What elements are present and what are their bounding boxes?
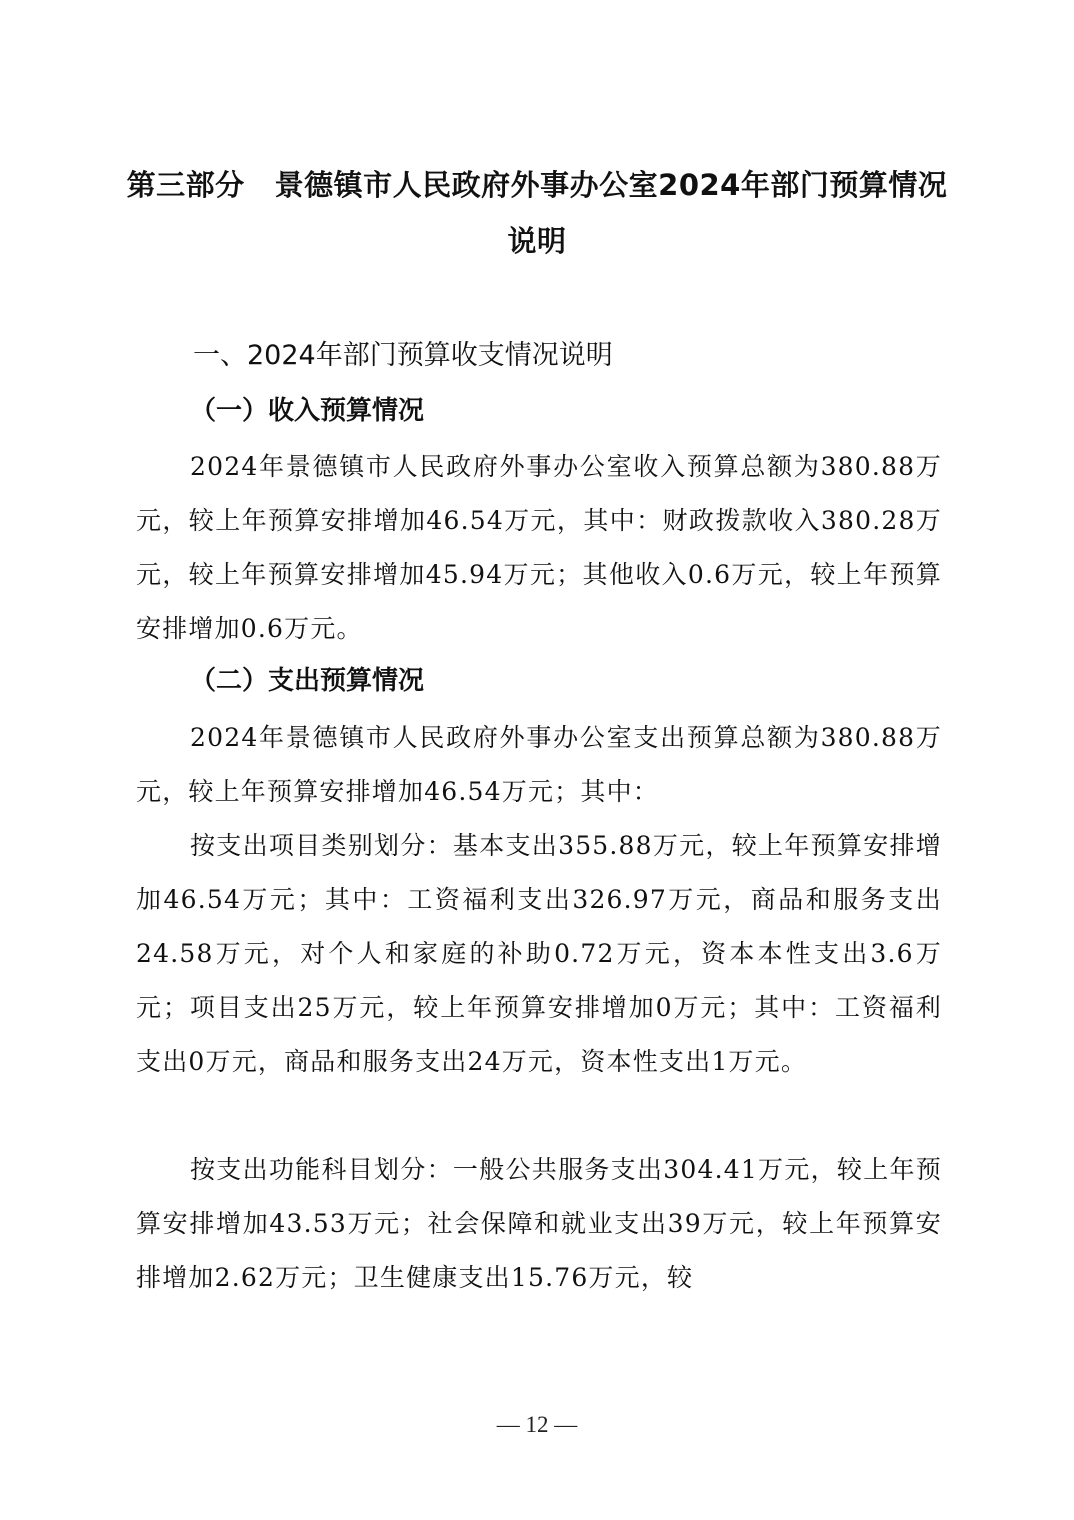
income-subheading: （一）收入预算情况 — [190, 396, 425, 426]
expense-by-category-paragraph: 按支出项目类别划分：基本支出355.88万元，较上年预算安排增加46.54万元；其中：工资福利支出326.97万元，商品和服务支出24.58万元，对个人和家庭的补助0.72万元，资本本性支出3.6万元；项目支出25万元，较上年预算安排增加0万元；其中：工资福利支出0万元，商品和服务支出24万元，资本性支出1万元。 — [136, 831, 942, 1076]
expense-paragraph: 2024年景德镇市人民政府外事办公室支出预算总额为380.88万元，较上年预算安排增加46.54万元；其中： — [136, 723, 942, 806]
section-heading: 一、2024年部门预算收支情况说明 — [193, 340, 613, 371]
document-title — [110, 166, 964, 204]
document-title-continued: 说明 — [507, 224, 567, 258]
expense-subheading: （二）支出预算情况 — [190, 666, 425, 696]
title-part-label: 第三部分 — [126, 168, 245, 202]
page-number: — 12 — — [496, 1412, 578, 1437]
title-main-text: 景德镇市人民政府外事办公室2024年部门预算情况 — [274, 168, 948, 202]
expense-by-function-paragraph: 按支出功能科目划分：一般公共服务支出304.41万元，较上年预算安排增加43.53万元；社会保障和就业支出39万元，较上年预算安排增加2.62万元；卫生健康支出15.76万元，较 — [136, 1155, 942, 1292]
income-paragraph: 2024年景德镇市人民政府外事办公室收入预算总额为380.88万元，较上年预算安排增加46.54万元，其中：财政拨款收入380.28万元，较上年预算安排增加45.94万元；其他收入0.6万元，较上年预算安排增加0.6万元。 — [136, 452, 942, 643]
